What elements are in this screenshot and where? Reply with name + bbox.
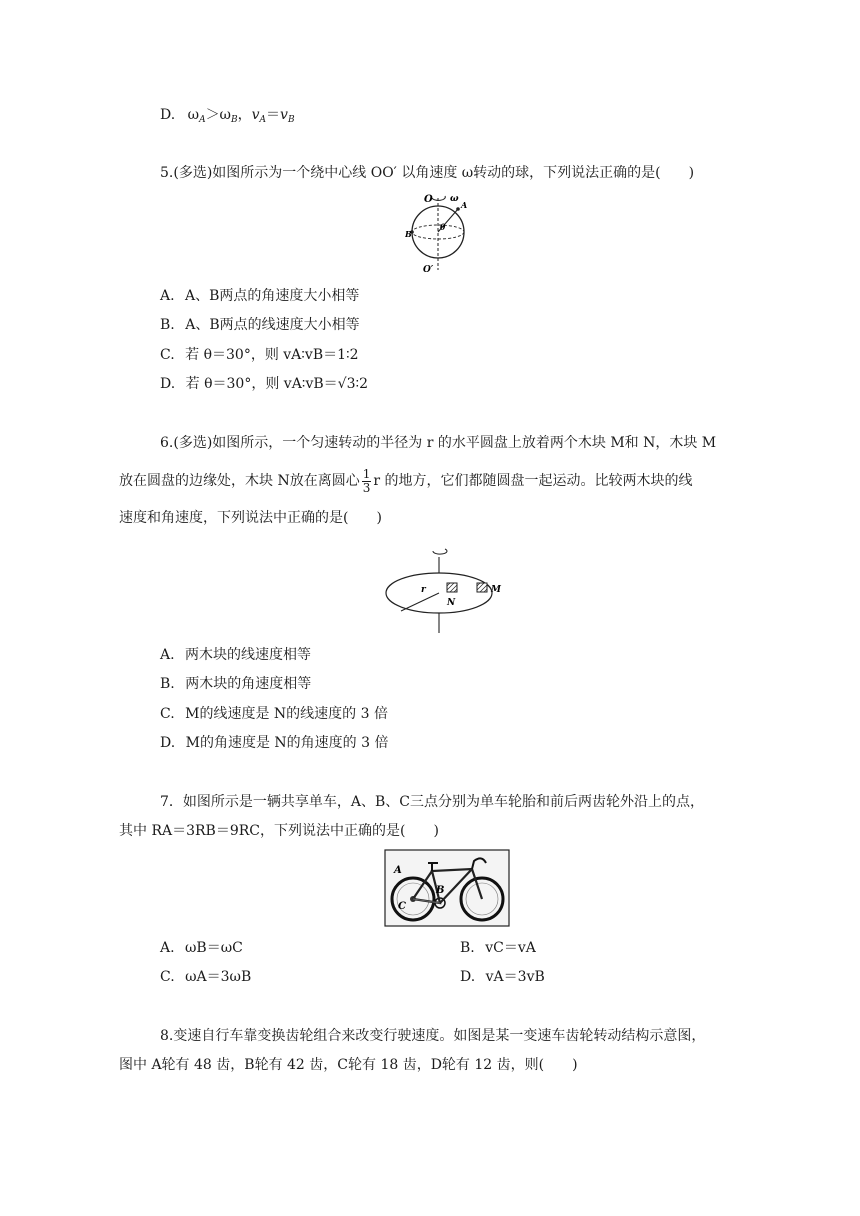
q6-stem-line3: 速度和角速度，下列说法中正确的是( ) [119,510,382,526]
q6-option-c: C. M的线速度是 N的线速度的 3 倍 [160,706,388,722]
q6-stem-line1: 6.(多选)如图所示，一个匀速转动的半径为 r 的水平圆盘上放着两个木块 M和 N，木块 M [160,435,717,451]
q7-label-b: B [436,885,445,896]
q6-stem-line2: 放在圆盘的边缘处，木块 N放在离圆心 $\frac{1}{3}$ r 的地方，它们都随圆盘一起运动。比较两木块的线 [119,466,693,495]
q5-label-oprime: O′ [423,265,434,274]
q8-stem-line1: 8.变速自行车靠变换齿轮组合来改变行驶速度。如图是某一变速车齿轮转动结构示意图， [160,1028,706,1044]
q6-disk-figure [373,543,513,639]
q8-stem-line2: 图中 A轮有 48 齿，B轮有 42 齿，C轮有 18 齿，D轮有 12 齿，则( ) [119,1057,578,1073]
q7-label-c: C [398,901,406,912]
q7-bicycle-figure [384,849,510,931]
q6-label-n: N [447,598,456,608]
q5-option-c: C. 若 θ＝30°，则 vA∶vB＝1∶2 [160,347,359,363]
q5-label-b: B [405,229,412,239]
q6-option-b: B. 两木块的角速度相等 [160,676,312,692]
q6-option-d: D. M的角速度是 N的角速度的 3 倍 [160,735,389,751]
q5-stem: 5.(多选)如图所示为一个绕中心线 OO′ 以角速度 ω转动的球，下列说法正确的是( ) [160,165,695,181]
q6-label-m: M [491,585,501,595]
q5-label-o: O [424,194,433,205]
q6-option-a: A. 两木块的线速度相等 [160,647,312,663]
q5-option-d: D. 若 θ＝30°，则 vA∶vB＝√3∶2 [160,376,369,392]
q4-option-d: D. $\omega_A>\omega_B$，$v_A=v_B$ [160,107,295,125]
q5-label-omega: ω [450,194,459,204]
q5-label-a: A [461,200,468,210]
q7-stem-line2: 其中 RA＝3RB＝9RC，下列说法中正确的是( ) [119,823,439,839]
q7-option-c: C. ωA＝3ωB [160,969,252,985]
q5-label-theta: θ [440,222,446,232]
q5-option-b: B. A、B两点的线速度大小相等 [160,317,360,333]
q6-fraction: $\frac{1}{3}$ [362,466,371,495]
q7-option-a: A. ωB＝ωC [160,940,243,956]
q7-option-d: D. vA＝3vB [460,969,545,985]
q6-label-r: r [421,585,426,595]
q4-option-d-expr: $\omega_A>\omega_B$，$v_A=v_B$ [187,107,295,125]
q5-sphere-figure [405,192,475,278]
q5-option-a: A. A、B两点的角速度大小相等 [160,288,360,304]
q7-label-a: A [394,865,402,876]
q7-option-b: B. vC＝vA [460,940,536,956]
q7-stem-line1: 7．如图所示是一辆共享单车，A、B、C三点分别为单车轮胎和前后两齿轮外沿上的点， [160,794,705,810]
